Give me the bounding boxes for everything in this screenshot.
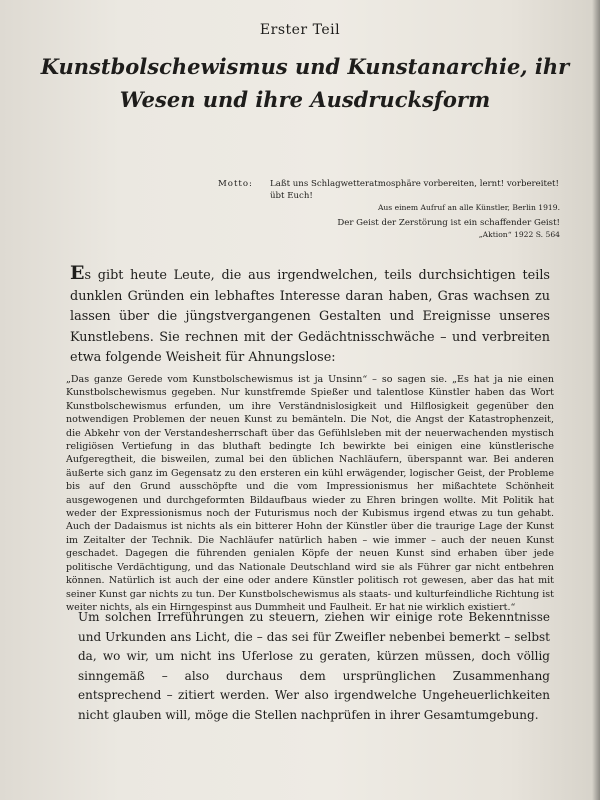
- motto-source: Aus einem Aufruf an alle Künstler, Berlin 1919.: [377, 203, 560, 212]
- closing-paragraph: Um solchen Irreführungen zu steuern, ziehen wir einige rote Bekenntnisse und Urkunden ans Licht, die – das sei für Zweifler nebenbei bemerkt – selbst da, wo wir, um nicht ins Uferlose zu geraten, kürzen müssen, doch völlig sinngemäß – also durchaus dem ursprünglichen Zusammenhang entsprechend – zitiert werden. Wer also irgendwelche Ungeheuerlichkeiten nicht glauben will, möge die Stellen nachprüfen in ihrer Gesamtumgebung.: [78, 610, 550, 722]
- quoted-paragraph: „Das ganze Gerede vom Kunstbolschewismus ist ja Unsinn“ – so sagen sie. „Es hat ja nie einen Kunstbolschewismus gegeben. Nur kunstfremde Spießer und talentlose Künstler haben das Wort Kunstbolschewismus erfunden, um ihre Verständnislosigkeit und Hilflosigkeit gegenüber den notwendigen Problemen der neuen Kunst zu bemänteln. Die Not, die Angst der Katastrophenzeit, die Abkehr von der Verstandesherrschaft über das Gefühlsleben mit der neuerwachenden mystisch religiösen Vertiefung in das bluthaft bedingte Ich bewirkte bei einigen eine künstlerische Aufgeregtheit, die bisweilen, zumal bei den üblichen Nachläufern, überspannt war. Bei anderen äußerte sich ganz im Gegensatz zu den ersteren ein kühl erwägender, logischer Geist, der Probleme bis auf den Grund ausschöpfte und die vom Impressionismus her mißachtete Schönheit ausgewogenen und durchgeformten Bildaufbaus wieder zu Ehren bringen wollte. Mit Politik hat weder der Expressionismus noch der Futurismus noch der Kubismus irgend etwas zu tun gehabt. Auch der Dadaismus ist nichts als ein bitterer Hohn der Künstler über die traurige Lage der Kunst im Zeitalter der Technik. Die Nachläufer natürlich haben – wie immer – auch der neuen Kunst geschadet. Dagegen die führenden genialen Köpfe der neuen Kunst sind erhaben über jede politische Verdächtigung, und das Nationale Deutschland wird sie als Führer gar nicht entbehren können. Natürlich ist auch der eine oder andere Künstler politisch rot gewesen, aber das hat mit seiner Kunst gar nichts zu tun. Der Kunstbolschewismus als staats- und kulturfeindliche Richtung ist weiter nichts, als ein Hirngespinst aus Dummheit und Faulheit. Er hat nie wirklich existiert.“: [66, 374, 554, 613]
- motto-label: Motto:: [218, 179, 253, 189]
- chapter-title: Kunstbolschewismus und Kunstanarchie, ihr Wesen und ihre Ausdrucksform: [40, 54, 570, 112]
- part-heading: Erster Teil: [259, 22, 341, 38]
- motto-source-second: „Aktion“ 1922 S. 564: [478, 230, 560, 239]
- motto-quote: Laßt uns Schlagwetteratmosphäre vorbereiten, lernt! vorbereitet! übt Euch!: [270, 179, 559, 201]
- intro-paragraph: Es gibt heute Leute, die aus irgendwelchen, teils durchsichtigen teils dunklen Gründen ein lebhaftes Interesse daran haben, Gras wachsen zu lassen über die jüngstvergangenen Gestalten und Ereignisse unseres Kunstlebens. Sie rechnen mit der Gedächtnisschwäche – und verbreiten etwa folgende Weisheit für Ahnungslose:: [70, 262, 550, 365]
- page-edge-shadow: [592, 0, 600, 800]
- motto-quote-second: Der Geist der Zerstörung ist ein schaffender Geist!: [337, 218, 560, 228]
- motto-row: [218, 178, 560, 202]
- motto-block: [218, 178, 560, 244]
